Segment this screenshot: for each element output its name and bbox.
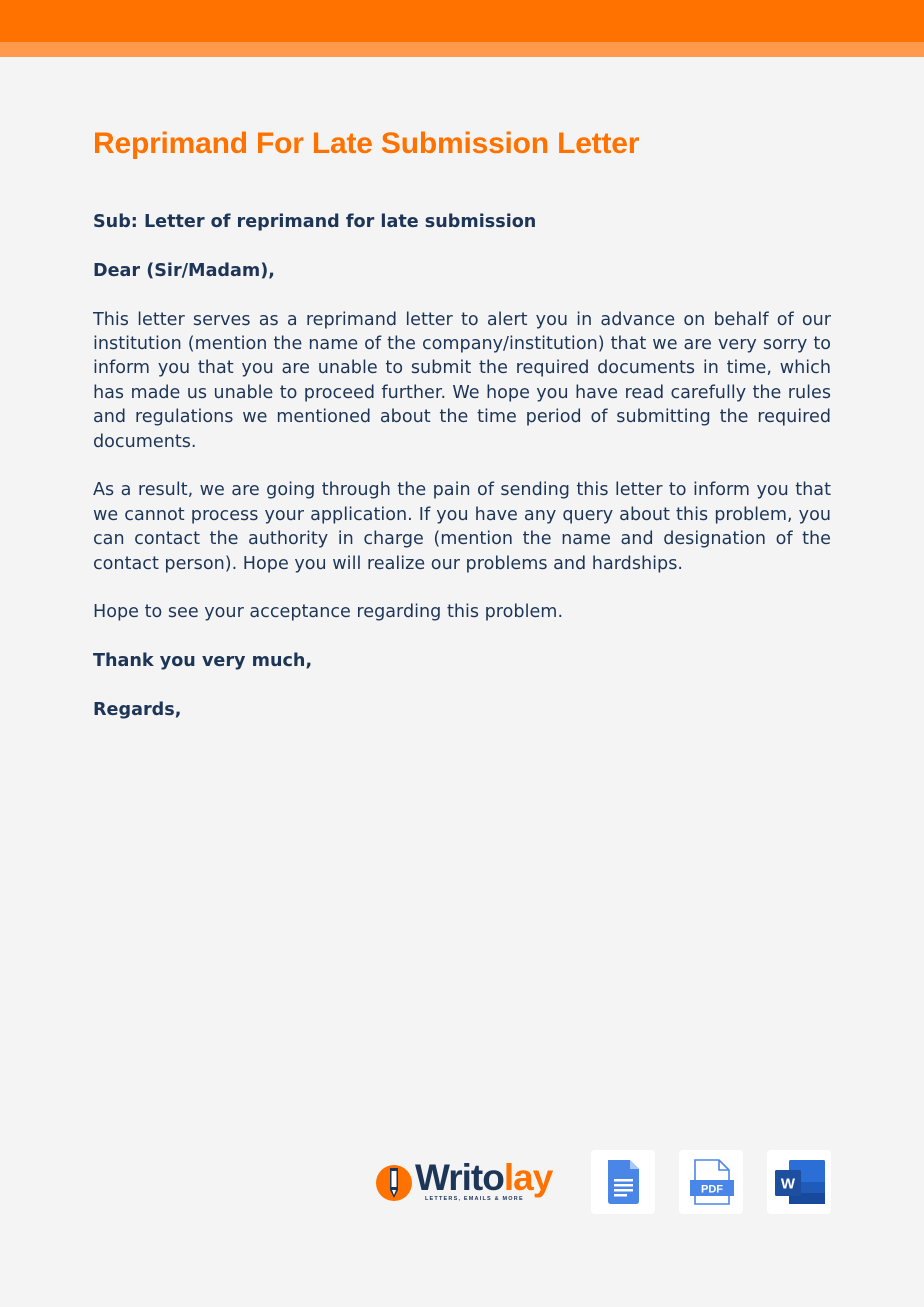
google-docs-icon — [591, 1150, 655, 1214]
header-bar-accent — [0, 42, 924, 57]
word-download[interactable] — [767, 1150, 831, 1214]
logo-tagline: LETTERS, EMAILS & MORE — [425, 1196, 524, 1202]
logo-wordmark-accent: lay — [503, 1157, 553, 1198]
page-title: Reprimand For Late Submission Letter — [93, 127, 640, 160]
word-label: W — [780, 1175, 796, 1193]
logo-wordmark-main: Writo — [415, 1157, 504, 1198]
pdf-icon — [679, 1150, 743, 1214]
footer — [375, 1150, 831, 1214]
letter-paragraph-2: As a result, we are going through the pain of sending this letter to inform you that we cannot process your application. If you have any query about this problem, you can contact the authority in charge (mention the name and designation of the contact person). Hope you will realize our problems and hardships. — [93, 480, 831, 574]
pdf-label: PDF — [701, 1183, 723, 1196]
google-docs-download[interactable] — [591, 1150, 655, 1214]
header-bar — [0, 0, 924, 42]
writolay-logo[interactable] — [375, 1157, 565, 1204]
pdf-download[interactable] — [679, 1150, 743, 1214]
letter-subject: Sub: Letter of reprimand for late submission — [93, 212, 537, 232]
letter-signoff: Regards, — [93, 700, 182, 721]
letter-closing: Thank you very much, — [93, 651, 313, 672]
letter-paragraph-3: Hope to see your acceptance regarding this problem. — [93, 602, 564, 623]
letter-salutation: Dear (Sir/Madam), — [93, 260, 275, 281]
word-icon — [767, 1150, 831, 1214]
letter-paragraph-1: This letter serves as a reprimand letter to alert you in advance on behalf of our institution (mention the name of the company/institution) that we are very sorry to inform you that you are unable to submit the required documents in time, which has made us unable to proceed further. We hope you have read carefully the rules and regulations we mentioned about the time period of submitting the required documents. — [93, 309, 831, 452]
pen-nib-icon — [375, 1162, 413, 1202]
logo-wordmark — [415, 1157, 552, 1199]
letter-body — [93, 124, 831, 747]
